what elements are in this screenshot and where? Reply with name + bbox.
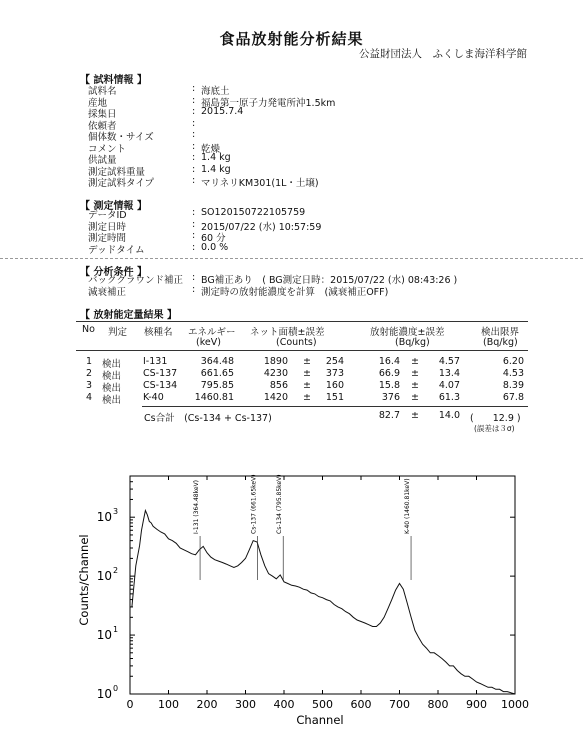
cell-limit: 67.8 (502, 392, 524, 403)
x-tick-label: 500 (312, 698, 333, 711)
colon-separator: : (192, 230, 196, 241)
colon-separator: : (192, 283, 196, 295)
col-nuclide: 核種名 (144, 327, 173, 338)
cell-area: 1890 (263, 356, 288, 367)
x-tick-label: 400 (273, 698, 295, 711)
total-label: Cs合計 (Cs-134 + Cs-137) (144, 413, 272, 424)
sample-info-value: マリネリKM301(1L・土壌) (201, 178, 319, 189)
y-tick-label: 10 (96, 569, 112, 584)
x-tick-label: 800 (427, 698, 449, 711)
cell-area-err: 151 (325, 392, 344, 403)
cell-pm2: ± (411, 392, 419, 403)
col-activity-unit: (Bq/kg) (395, 337, 430, 348)
sample-info-label: 産地 (88, 97, 108, 109)
cell-area-err: 254 (325, 356, 344, 367)
cell-pm2: ± (411, 356, 419, 367)
cell-limit: 6.20 (502, 356, 524, 367)
cell-pm: ± (303, 392, 311, 403)
results-heading: 【 放射能定量結果 】 (80, 310, 177, 321)
measurement-info-value: 60 分 (201, 233, 226, 244)
measurement-info-label: デッドタイム (88, 244, 145, 256)
y-tick-exponent: 3 (113, 507, 119, 517)
y-tick-exponent: 1 (113, 625, 119, 635)
sample-info-value: 海底土 (201, 86, 230, 97)
cell-limit: 8.39 (502, 380, 524, 391)
page-title: 食品放射能分析結果 (219, 30, 364, 48)
gamma-spectrum-chart (70, 462, 530, 732)
y-tick-exponent: 0 (113, 684, 119, 693)
sample-info-label: 試料名 (88, 86, 117, 97)
sample-info-label: 個体数・サイズ (88, 132, 154, 143)
cell-energy: 1460.81 (194, 392, 234, 403)
colon-separator: : (192, 175, 196, 186)
measurement-info-label: 測定日時 (88, 221, 127, 233)
cell-nuclide: I-131 (143, 356, 168, 367)
x-tick-label: 700 (389, 698, 410, 711)
cell-area-err: 160 (325, 380, 344, 391)
colon-separator: : (192, 241, 196, 253)
colon-separator: : (192, 94, 196, 106)
cell-nuclide: CS-134 (143, 380, 178, 391)
cell-judgement: 検出 (102, 395, 122, 406)
cell-activity: 376 (381, 392, 400, 403)
measurement-info-value: 0.0 % (201, 241, 229, 253)
sample-info-label: 採集日 (88, 109, 117, 120)
cell-nuclide: CS-137 (143, 368, 178, 379)
col-energy-unit: (keV) (196, 337, 221, 348)
cell-pm: ± (303, 380, 311, 391)
organization-name: 公益財団法人 ふくしま海洋科学館 (359, 48, 527, 60)
sample-info-label: 供試量 (88, 155, 117, 166)
analysis-condition-label: バックグラウンド補正 (88, 275, 184, 286)
x-tick-label: 1000 (501, 698, 529, 711)
sample-info-label: 依頼者 (88, 120, 117, 132)
x-tick-label: 200 (196, 698, 218, 711)
col-activity: 放射能濃度±誤差 (370, 327, 445, 338)
peak-label: Cs-134 (795.85keV) (276, 474, 284, 534)
sample-info-value: 福島第一原子力発電所沖1.5km (201, 97, 336, 109)
y-tick-exponent: 2 (113, 566, 119, 576)
cell-energy: 661.65 (200, 368, 234, 379)
total-activity: 82.7 (378, 410, 400, 421)
cell-activity: 15.8 (378, 380, 400, 391)
results-top-rule (76, 321, 528, 322)
cell-area-err: 373 (325, 368, 344, 379)
cell-energy: 795.85 (200, 380, 234, 391)
cell-pm2: ± (411, 380, 419, 391)
total-limit: ( 12.9 ) (470, 413, 521, 424)
cell-act-err: 61.3 (438, 392, 460, 403)
cell-area: 4230 (263, 368, 288, 379)
cell-area: 1420 (263, 392, 288, 403)
col-limit: 検出限界 (481, 327, 520, 338)
colon-separator: : (192, 152, 196, 163)
peak-label: K-40 (1460.81keV) (404, 478, 412, 534)
y-axis-label: Counts/Channel (77, 534, 91, 626)
sample-info-value: 1.4 kg (201, 152, 231, 163)
colon-separator: : (192, 272, 196, 283)
total-pm: ± (411, 410, 419, 421)
peak-label: I-131 (364.48keV) (193, 479, 201, 534)
col-net-area-unit: (Counts) (276, 337, 317, 348)
x-axis-label: Channel (296, 713, 344, 727)
analysis-condition-value: 測定時の放射能濃度を計算 (減衰補正OFF) (201, 286, 389, 298)
cell-pm: ± (303, 368, 311, 379)
measurement-info-label: 測定時間 (88, 233, 127, 244)
measurement-info-value: SO120150722105759 (201, 207, 306, 218)
x-tick-label: 900 (466, 698, 487, 711)
cell-judgement: 検出 (102, 371, 122, 382)
cell-limit: 4.53 (502, 368, 524, 379)
cell-judgement: 検出 (102, 359, 122, 370)
cell-act-err: 13.4 (438, 368, 460, 379)
cell-act-err: 4.07 (438, 380, 460, 391)
analysis-condition-value: BG補正あり ( BG測定日時：2015/07/22 (水) 08:43:26 ) (201, 275, 458, 286)
colon-separator: : (192, 207, 196, 218)
analysis-conditions-heading: 【 分析条件 】 (80, 267, 147, 278)
sample-info-value: 乾燥 (201, 143, 221, 155)
cell-nuclide: K-40 (143, 392, 164, 403)
x-tick-label: 0 (126, 698, 134, 711)
col-energy: エネルギー (188, 327, 236, 338)
sample-info-value: 1.4 kg (201, 163, 231, 175)
x-tick-label: 600 (350, 698, 372, 711)
cell-area: 856 (269, 380, 288, 391)
total-error: 14.0 (438, 410, 460, 421)
col-judgement: 判定 (108, 327, 128, 338)
cell-judgement: 検出 (102, 383, 122, 394)
cell-no: 1 (86, 356, 93, 367)
peak-label: Cs-137 (661.65keV) (250, 474, 258, 534)
fold-line (0, 258, 583, 259)
results-total-rule (142, 406, 528, 407)
colon-separator: : (192, 140, 196, 152)
col-no: No (82, 324, 95, 335)
error-footnote: (誤差は３σ) (474, 424, 515, 433)
cell-no: 3 (86, 380, 93, 391)
spectrum-line (132, 511, 515, 695)
col-limit-unit: (Bq/kg) (483, 337, 518, 348)
sample-info-heading: 【 試料情報 】 (80, 75, 147, 86)
cell-act-err: 4.57 (438, 356, 460, 367)
colon-separator: : (192, 117, 196, 129)
colon-separator: : (192, 83, 196, 94)
plot-area-frame (130, 476, 515, 694)
analysis-condition-label: 減衰補正 (88, 286, 127, 298)
cell-pm: ± (303, 356, 311, 367)
measurement-info-label: データID (88, 210, 127, 221)
y-tick-label: 10 (96, 628, 112, 643)
results-header-rule (76, 350, 528, 351)
colon-separator: : (192, 106, 196, 117)
sample-info-label: コメント (88, 143, 127, 155)
cell-activity: 66.9 (378, 368, 400, 379)
cell-pm2: ± (411, 368, 419, 379)
colon-separator: : (192, 218, 196, 230)
cell-activity: 16.4 (378, 356, 400, 367)
sample-info-label: 測定試料タイプ (88, 178, 155, 189)
x-tick-label: 300 (235, 698, 256, 711)
cell-no: 4 (86, 392, 93, 403)
y-tick-label: 10 (96, 510, 112, 525)
y-tick-label: 10 (96, 687, 112, 701)
sample-info-value: 2015.7.4 (201, 106, 244, 117)
measurement-info-value: 2015/07/22 (水) 10:57:59 (201, 221, 322, 233)
colon-separator: : (192, 129, 196, 140)
colon-separator: : (192, 163, 196, 175)
measurement-info-heading: 【 測定情報 】 (80, 201, 147, 212)
cell-energy: 364.48 (200, 356, 234, 367)
x-tick-label: 100 (158, 698, 179, 711)
sample-info-label: 測定試料重量 (88, 166, 146, 178)
col-net-area: ネット面積±誤差 (250, 327, 325, 338)
cell-no: 2 (86, 368, 93, 379)
